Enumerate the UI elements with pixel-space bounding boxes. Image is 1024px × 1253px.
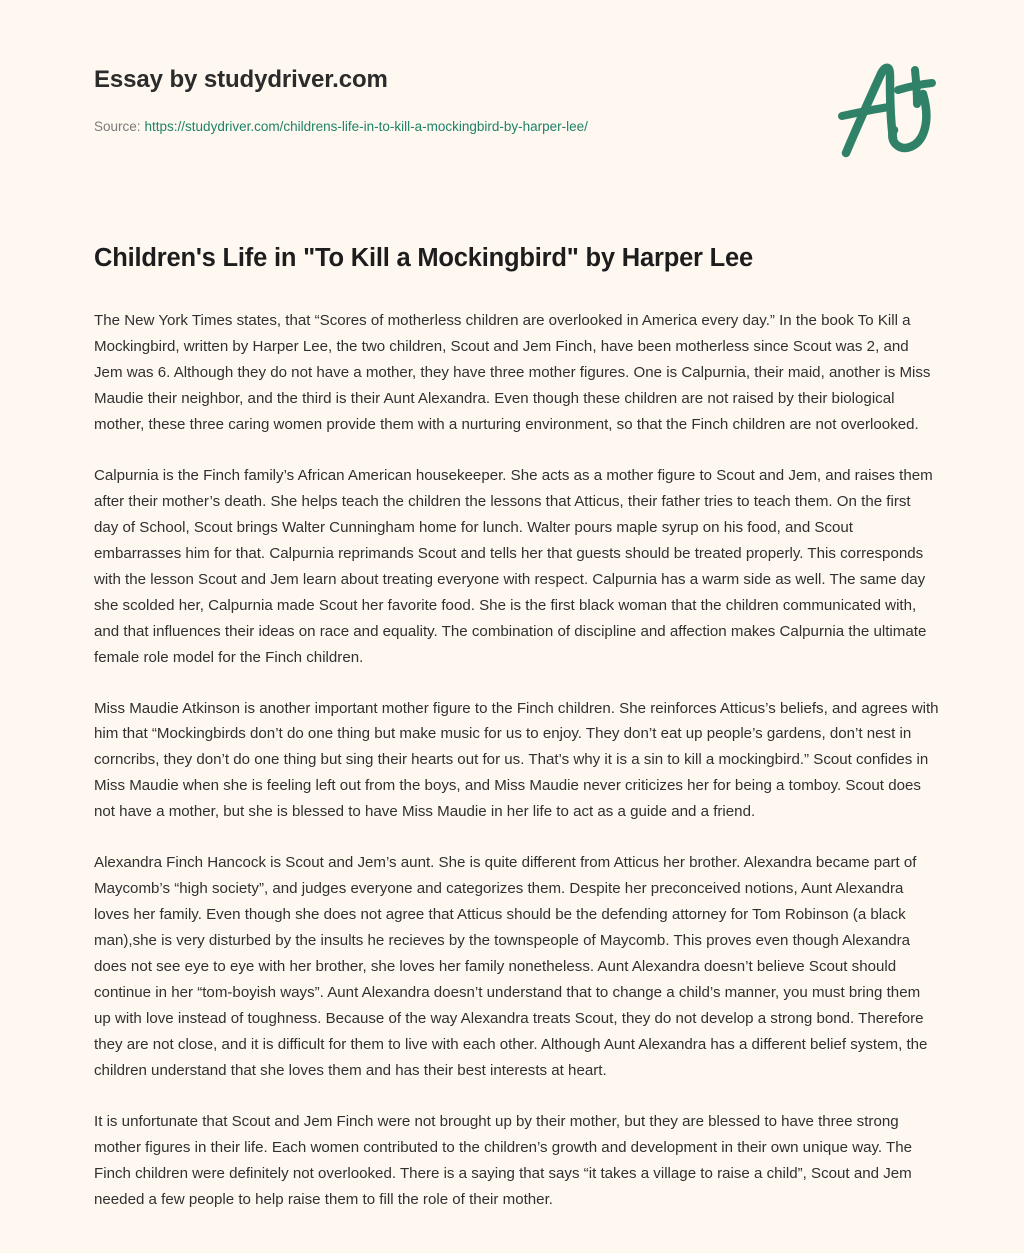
source-url-link[interactable]: https://studydriver.com/childrens-life-in-to-kill-a-mockingbird-by-harper-lee/ [144, 118, 588, 134]
paragraph: The New York Times states, that “Scores of motherless children are overlooked in America every day.” In the book To Kill a Mockingbird, written by Harper Lee, the two children, Scout and Jem Finch, have been motherless since Scout was 2, and Jem was 6. Although they do not have a mother, they have three mother figures. One is Calpurnia, their maid, another is Miss Maudie their neighbor, and the third is their Aunt Alexandra. Even though these children are not raised by their biological mother, these three caring women provide them with a nurturing environment, so that the Finch children are not overlooked. [94, 312, 931, 433]
paragraph: Calpurnia is the Finch family’s African American housekeeper. She acts as a mother figure to Scout and Jem, and raises them after their mother’s death. She helps teach the children the lessons that Atticus, their father tries to teach them. On the first day of School, Scout brings Walter Cunningham home for lunch. Walter pours maple syrup on his food, and Scout embarrasses him for that. Calpurnia reprimands Scout and tells her that guests should be treated properly. This corresponds with the lesson Scout and Jem learn about treating everyone with respect. Calpurnia has a warm side as well. The same day she scolded her, Calpurnia made Scout her favorite food. She is the first black woman that the children communicated with, and that influences their ideas on race and equality. The combination of discipline and affection makes Calpurnia the ultimate female role model for the Finch children. [94, 466, 933, 666]
a-plus-icon [832, 52, 952, 170]
studydriver-logo[interactable] [832, 52, 952, 170]
paragraph: Miss Maudie Atkinson is another important mother figure to the Finch children. She reinforces Atticus’s beliefs, and agrees with him that “Mockingbirds don’t do one thing but make music for us to enjoy. They don’t eat up people’s gardens, don’t nest in corncribs, they don’t do one thing but sing their hearts out for us. That’s why it is a sin to kill a mockingbird.” Scout confides in Miss Maudie when she is feeling left out from the boys, and Miss Maudie never criticizes her for being a tomboy. Scout does not have a mother, but she is blessed to have Miss Maudie in her life to act as a guide and a friend. [94, 699, 939, 821]
paragraph: It is unfortunate that Scout and Jem Finch were not brought up by their mother, but they are blessed to have three strong mother figures in their life. Each women contributed to the children’s growth and development in their own unique way. The Finch children were definitely not overlooked. There is a saying that says “it takes a village to raise a child”, Scout and Jem needed a few people to help raise them to fill the role of their mother. [94, 1112, 913, 1208]
brand-title: Essay by studydriver.com [94, 66, 388, 93]
site-header [0, 0, 1024, 196]
article-body [94, 308, 944, 1213]
paragraph: Alexandra Finch Hancock is Scout and Jem’s aunt. She is quite different from Atticus her brother. Alexandra became part of Maycomb’s “high society”, and judges everyone and categorizes them. Despite her preconceived notions, Aunt Alexandra loves her family. Even though she does not agree that Atticus should be the defending attorney for Tom Robinson (a black man),she is very disturbed by the insults he recieves by the townspeople of Maycomb. This proves even though Alexandra does not see eye to eye with her brother, she loves her family nonetheless. Aunt Alexandra doesn’t believe Scout should continue in her “tom-boyish ways”. Aunt Alexandra doesn’t understand that to change a child’s manner, you must bring them up with love instead of toughness. Because of the way Alexandra treats Scout, they do not develop a strong bond. Therefore they are not close, and it is difficult for them to live with each other. Although Aunt Alexandra has a different belief system, the children understand that she loves them and has their best interests at heart. [94, 854, 928, 1079]
page-title: Children's Life in "To Kill a Mockingbird" by Harper Lee [94, 244, 753, 272]
article [0, 242, 1024, 1253]
source-label: Source: [94, 118, 141, 134]
